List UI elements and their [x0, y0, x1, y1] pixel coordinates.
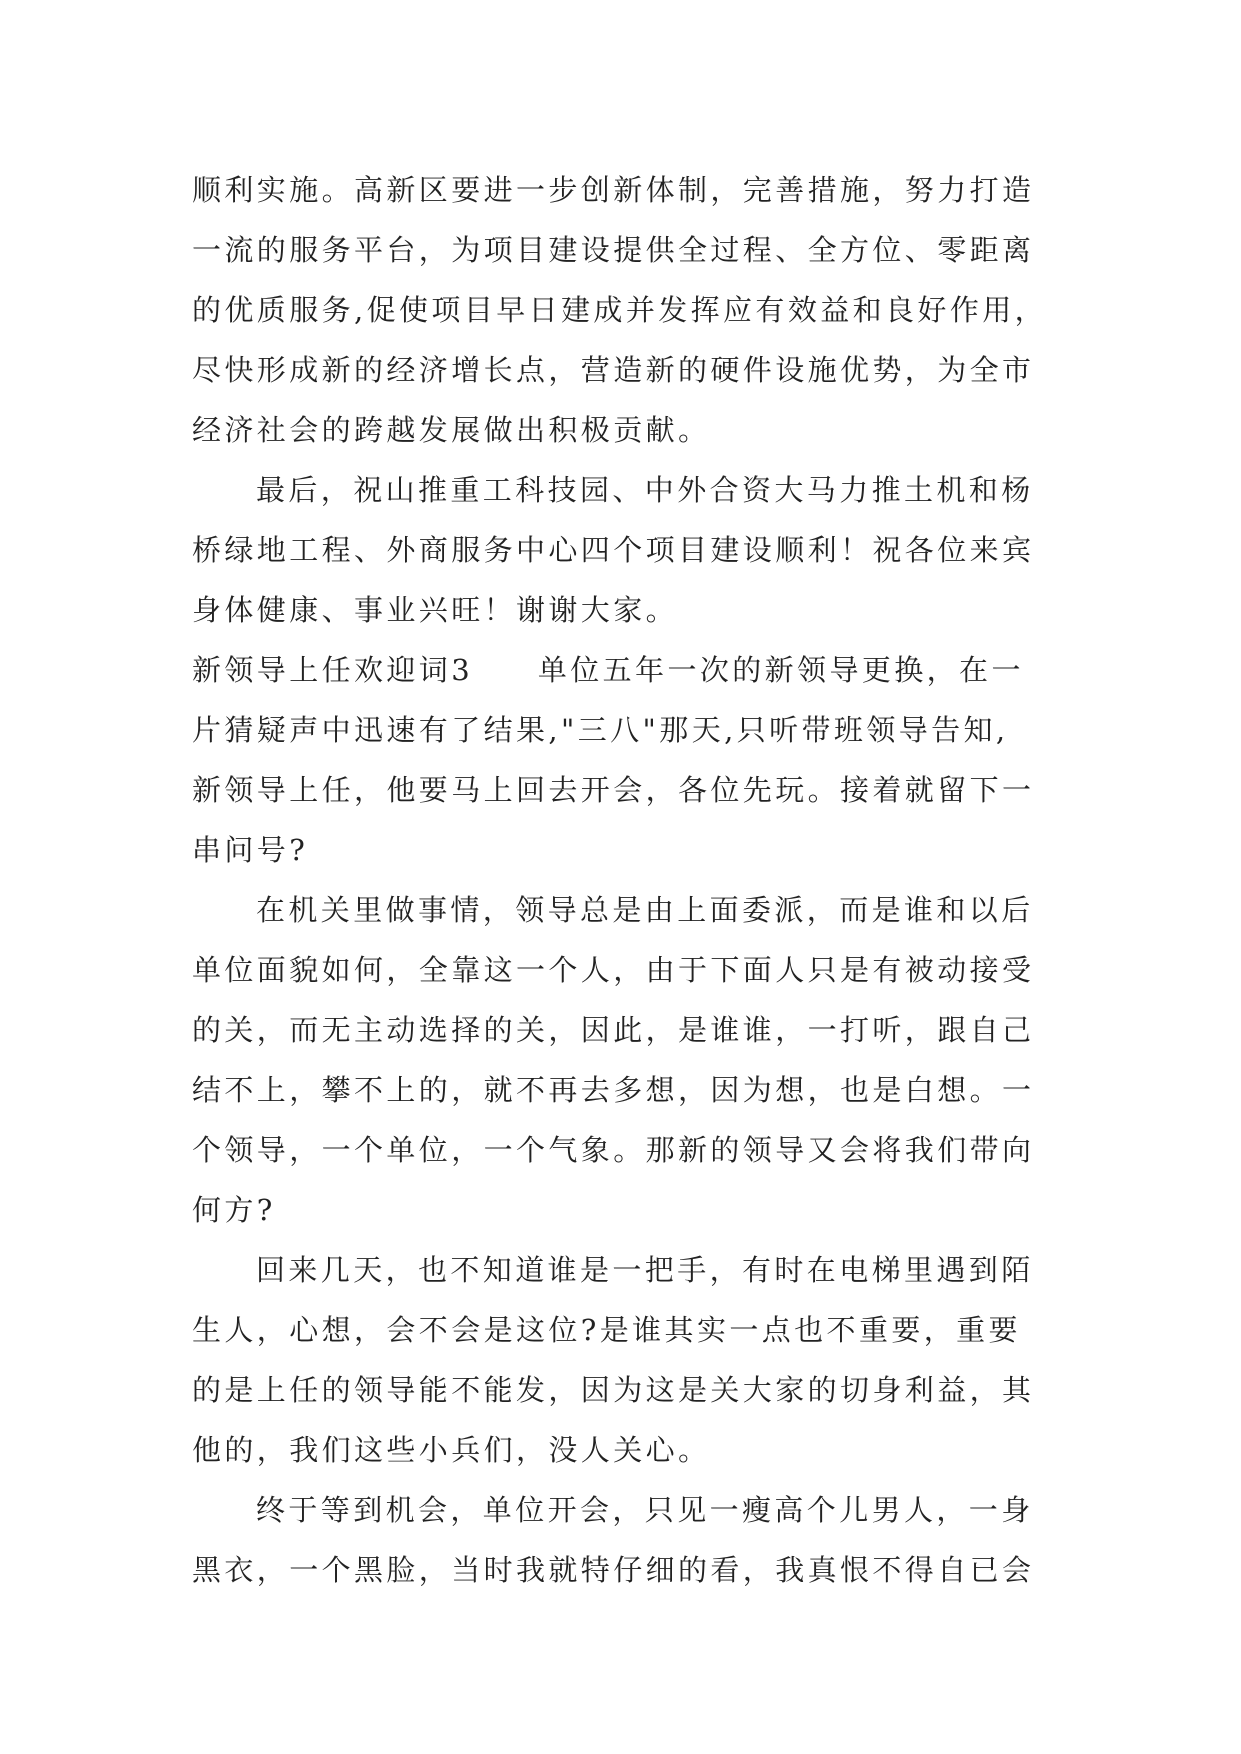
text-line: 身体健康、事业兴旺！谢谢大家。: [192, 593, 679, 627]
text-line: 经济社会的跨越发展做出积极贡献。: [192, 413, 711, 447]
text-line: 单位面貌如何，全靠这一个人，由于下面人只是有被动接受: [192, 953, 1035, 987]
text-line: 尽快形成新的经济增长点，营造新的硬件设施优势，为全市: [192, 353, 1035, 387]
text-line: 新领导上任，他要马上回去开会，各位先玩。接着就留下一: [192, 773, 1035, 807]
document-body: [192, 160, 1072, 1600]
text-line: 一流的服务平台，为项目建设提供全过程、全方位、零距离: [192, 233, 1035, 267]
text-line: 个领导，一个单位，一个气象。那新的领导又会将我们带向: [192, 1133, 1035, 1167]
text-line: 生人，心想，会不会是这位?是谁其实一点也不重要，重要: [192, 1313, 1021, 1347]
text-line: 新领导上任欢迎词3 单位五年一次的新领导更换，在一: [192, 653, 1024, 687]
text-line: 在机关里做事情，领导总是由上面委派，而是谁和以后: [256, 893, 1034, 927]
text-line: 串问号?: [192, 833, 309, 867]
text-line: 片猜疑声中迅速有了结果,"三八"那天,只听带班领导告知,: [192, 713, 1009, 747]
text-line: 的关，而无主动选择的关，因此，是谁谁，一打听，跟自己: [192, 1013, 1035, 1047]
text-line: 黑衣，一个黑脸，当时我就特仔细的看，我真恨不得自已会: [192, 1553, 1035, 1587]
text-line: 顺利实施。高新区要进一步创新体制，完善措施，努力打造: [192, 173, 1035, 207]
text-line: 他的，我们这些小兵们，没人关心。: [192, 1433, 711, 1467]
text-line: 何方?: [192, 1193, 276, 1227]
text-line: 终于等到机会，单位开会，只见一瘦高个儿男人，一身: [256, 1493, 1034, 1527]
text-line: 回来几天，也不知道谁是一把手，有时在电梯里遇到陌: [256, 1253, 1034, 1287]
text-line: 桥绿地工程、外商服务中心四个项目建设顺利！祝各位来宾: [192, 533, 1035, 567]
text-line: 结不上，攀不上的，就不再去多想，因为想，也是白想。一: [192, 1073, 1035, 1107]
text-line: 最后，祝山推重工科技园、中外合资大马力推土机和杨: [256, 473, 1034, 507]
text-line: 的是上任的领导能不能发，因为这是关大家的切身利益，其: [192, 1373, 1035, 1407]
text-line: 的优质服务,促使项目早日建成并发挥应有效益和良好作用，: [192, 293, 1048, 327]
